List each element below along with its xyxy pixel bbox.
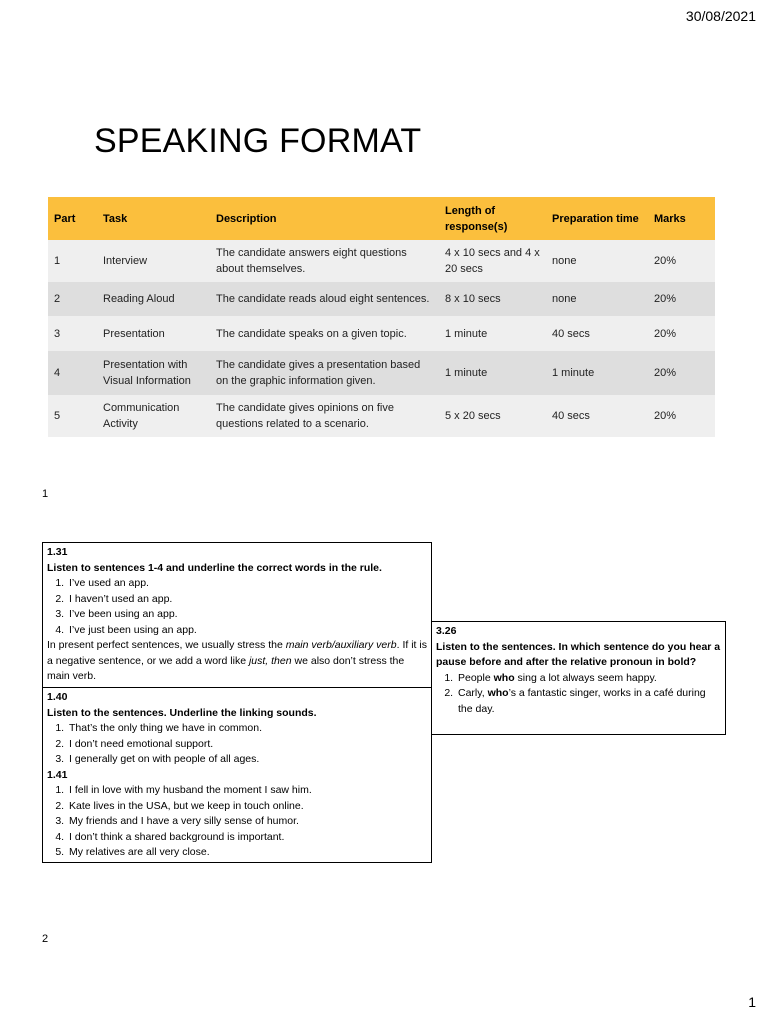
list-item: 3. I generally get on with people of all ages.: [67, 752, 427, 768]
cell-description: The candidate gives a presentation based on the graphic information given.: [210, 351, 439, 395]
slide-title: SPEAKING FORMAT: [94, 122, 422, 160]
cell-marks: 20%: [648, 316, 715, 351]
list-item: 3. I’ve been using an app.: [67, 607, 427, 623]
header-marks: Marks: [648, 197, 715, 240]
list-item: 2. Carly, who’s a fantastic singer, works in a café during the day.: [456, 686, 721, 717]
page-number: 1: [748, 994, 756, 1010]
cell-marks: 20%: [648, 282, 715, 316]
exercise-list-2: [47, 783, 427, 861]
exercise-code-2: 1.41: [47, 768, 68, 781]
table-row: [48, 240, 715, 282]
header-preparation: Preparation time: [546, 197, 648, 240]
date-label: 30/08/2021: [685, 8, 756, 24]
slide-number-1: 1: [42, 488, 49, 500]
list-item: 2. I don’t need emotional support.: [67, 737, 427, 753]
table-row: [48, 395, 715, 437]
exercise-instruction: Listen to the sentences. In which sentence do you hear a pause before and after the relative pronoun in bold?: [436, 640, 721, 668]
exercise-code: 1.40: [47, 691, 68, 703]
cell-part: 4: [48, 351, 97, 395]
cell-description: The candidate reads aloud eight sentences.: [210, 282, 439, 316]
cell-length: 1 minute: [439, 351, 546, 395]
header-task: Task: [97, 197, 210, 240]
exercise-instruction: Listen to sentences 1-4 and underline the correct words in the rule.: [47, 561, 382, 574]
header-description: Description: [210, 197, 439, 240]
cell-length: 5 x 20 secs: [439, 395, 546, 437]
table-row: [48, 282, 715, 316]
cell-part: 1: [48, 240, 97, 282]
cell-task: Presentation with Visual Information: [97, 351, 210, 395]
list-item: 1. I’ve used an app.: [67, 576, 427, 592]
list-item: 3. My friends and I have a very silly sense of humor.: [67, 814, 427, 830]
exercise-instruction: Listen to the sentences. Underline the linking sounds.: [47, 706, 317, 719]
exercise-box-1-31: [42, 542, 432, 688]
list-item: 1. People who sing a lot always seem happy.: [456, 671, 721, 687]
list-item: 1. That’s the only thing we have in common.: [67, 721, 427, 737]
header-part: Part: [48, 197, 97, 240]
cell-marks: 20%: [648, 240, 715, 282]
cell-marks: 20%: [648, 395, 715, 437]
cell-task: Reading Aloud: [97, 282, 210, 316]
cell-length: 1 minute: [439, 316, 546, 351]
cell-length: 4 x 10 secs and 4 x 20 secs: [439, 240, 546, 282]
exercise-list: [47, 576, 427, 638]
table-header-row: [48, 197, 715, 240]
cell-part: 5: [48, 395, 97, 437]
exercise-box-3-26: [431, 621, 726, 735]
rule-text: In present perfect sentences, we usually stress the main verb/auxiliary verb. If it is a negative sentence, or we add a word like just, then we also don’t stress the main verb.: [47, 639, 427, 682]
cell-preparation: 40 secs: [546, 316, 648, 351]
cell-task: Interview: [97, 240, 210, 282]
list-item: 4. I don’t think a shared background is important.: [67, 830, 427, 846]
header-length: Length of response(s): [439, 197, 546, 240]
cell-preparation: 40 secs: [546, 395, 648, 437]
list-item: 5. My relatives are all very close.: [67, 845, 427, 861]
cell-description: The candidate speaks on a given topic.: [210, 316, 439, 351]
cell-task: Communication Activity: [97, 395, 210, 437]
exercise-code: 3.26: [436, 625, 457, 637]
exercise-code: 1.31: [47, 546, 68, 558]
cell-marks: 20%: [648, 351, 715, 395]
cell-length: 8 x 10 secs: [439, 282, 546, 316]
table-row: [48, 351, 715, 395]
exercise-box-1-40: [42, 687, 432, 863]
cell-task: Presentation: [97, 316, 210, 351]
list-item: 1. I fell in love with my husband the moment I saw him.: [67, 783, 427, 799]
cell-preparation: none: [546, 282, 648, 316]
exercise-list: [436, 671, 721, 718]
list-item: 2. I haven’t used an app.: [67, 592, 427, 608]
slide-number-2: 2: [42, 933, 49, 945]
list-item: 2. Kate lives in the USA, but we keep in touch online.: [67, 799, 427, 815]
cell-preparation: none: [546, 240, 648, 282]
cell-preparation: 1 minute: [546, 351, 648, 395]
cell-part: 2: [48, 282, 97, 316]
cell-part: 3: [48, 316, 97, 351]
speaking-format-table: [48, 197, 715, 437]
table-row: [48, 316, 715, 351]
cell-description: The candidate answers eight questions about themselves.: [210, 240, 439, 282]
list-item: 4. I’ve just been using an app.: [67, 623, 427, 639]
exercise-list: [47, 721, 427, 768]
cell-description: The candidate gives opinions on five questions related to a scenario.: [210, 395, 439, 437]
